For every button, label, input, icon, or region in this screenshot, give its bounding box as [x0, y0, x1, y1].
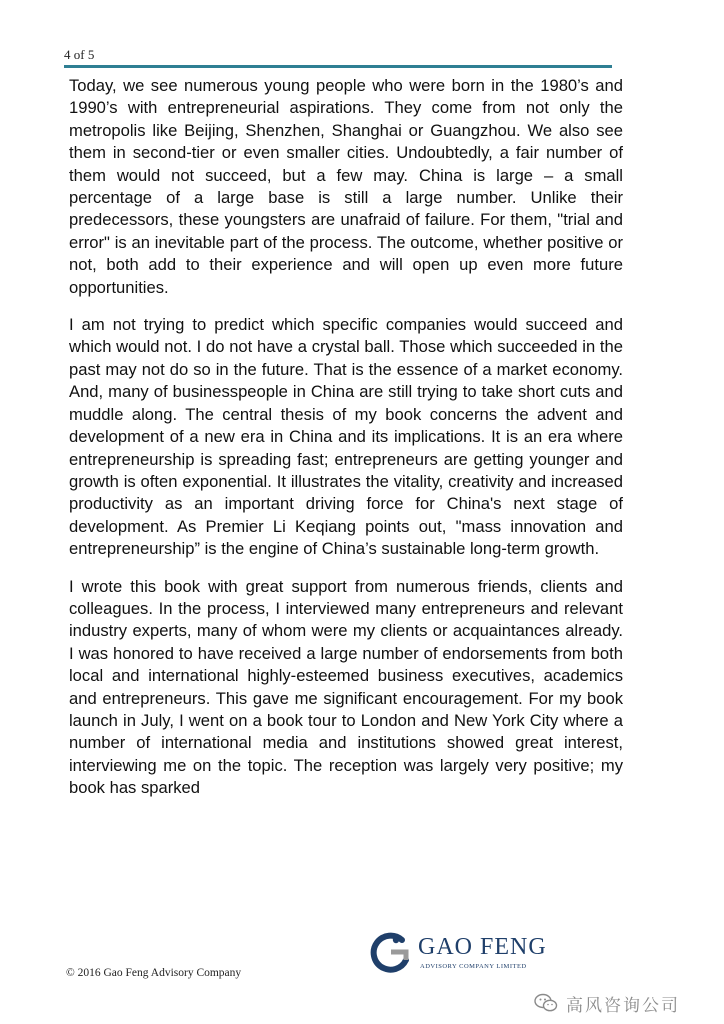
header-rule: [64, 65, 612, 68]
logo-name: GAO FENG: [418, 934, 547, 960]
page-number: 4 of 5: [64, 47, 95, 62]
logo-subtitle: ADVISORY COMPANY LIMITED: [420, 963, 527, 970]
document-body: [69, 75, 623, 815]
watermark-text: 高风咨询公司: [566, 995, 680, 1015]
paragraph-1: Today, we see numerous young people who were born in the 1980’s and 1990’s with entrepreneurial aspirations. They come from not only the metropolis like Beijing, Shenzhen, Shanghai or Guangzhou. We also see them in second-tier or even smaller cities. Undoubtedly, a fair number of them would not succeed, but a few may. China is large – a small percentage of a large base is still a large number. Unlike their predecessors, these youngsters are unafraid of failure. For them, "trial and error" is an inevitable part of the process. The outcome, whether positive or not, both add to their experience and will open up even more future opportunities.: [69, 76, 623, 297]
paragraph-2: I am not trying to predict which specific companies would succeed and which would not. I do not have a crystal ball. Those which succeeded in the past may not do so in the future. That is the essence of a market economy. And, many of businesspeople in China are still trying to take short cuts and muddle along. The central thesis of my book concerns the advent and development of a new era in China and its implications. It is an era where entrepreneurship is spreading fast; entrepreneurs are getting younger and growth is often exponential. It illustrates the vitality, creativity and increased productivity as an important driving force for China's next stage of development. As Premier Li Keqiang points out, "mass innovation and entrepreneurship” is the engine of China’s sustainable long-term growth.: [69, 315, 623, 559]
copyright-notice: © 2016 Gao Feng Advisory Company: [66, 967, 242, 979]
wechat-watermark: [534, 992, 680, 1014]
wechat-icon: [534, 993, 558, 1013]
logo-mark-icon: [368, 930, 414, 976]
gao-feng-logo: [368, 930, 548, 976]
paragraph-3: I wrote this book with great support from numerous friends, clients and colleagues. In the process, I interviewed many entrepreneurs and relevant industry experts, many of whom were my clients or acquaintances already. I was honored to have received a large number of endorsements from both local and international highly-esteemed business executives, academics and entrepreneurs. This gave me significant encouragement. For my book launch in July, I went on a book tour to London and New York City where a number of international media and institutions showed great interest, interviewing me on the topic. The reception was largely very positive; my book has sparked: [69, 576, 623, 798]
